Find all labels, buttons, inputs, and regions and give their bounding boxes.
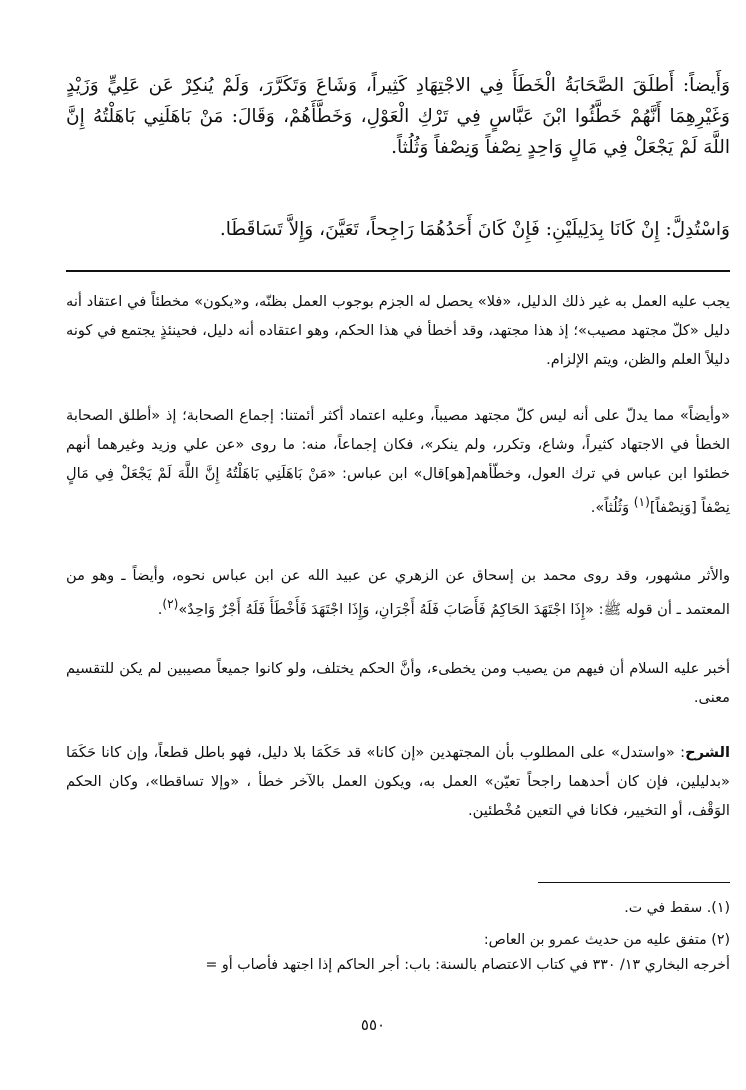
commentary-paragraph [66, 738, 730, 825]
matn-paragraph: وَاسْتُدِلَّ: إِنْ كَانَا بِدَلِيلَيْنِ: فَإِنْ كَانَ أَحَدُهُمَا رَاجِحاً، تَعَيَّنَ، وَإِلاَّ تَسَاقَطَا. [219, 219, 730, 240]
footnote-ref: (٢) [162, 597, 179, 611]
matn-paragraph: وَأَيضاً: أَطلَقَ الصَّحَابَةُ الْخَطَأَ فِي الاجْتِهَادِ كَثِيراً، وَشَاعَ وَتَكَرَّرَ، وَلَمْ يُنكِرْ عَن عَلِيٍّ وَزَيْدٍ وَغَيْرِهِمَا أَنَّهُمْ خَطَّئُوا ابْنَ عَبَّاسٍ فِي تَرْكِ الْعَوْلِ، وَخَطَّأَهُمْ، وَقَالَ: مَنْ بَاهَلَنِي بَاهَلْتُهُ إِنَّ اللَّهَ لَمْ يَجْعَلْ فِي مَالٍ وَاحِدٍ نِصْفاً وَنِصْفاً وَثُلُثاً. [66, 75, 730, 158]
commentary-paragraph: أخبر عليه السلام أن فيهم من يصيب ومن يخطىء، وأنَّ الحكم يختلف، ولو كانوا جميعاً مصيبين لم يكن للتقسيم معنى. [66, 660, 730, 706]
footnote: أخرجه البخاري ١٣/ ٣٣٠ في كتاب الاعتصام بالسنة: باب: أجر الحاكم إذا اجتهد فأصاب أو = [205, 957, 730, 973]
footnote: (٢) متفق عليه من حديث عمرو بن العاص: [483, 932, 730, 948]
commentary-paragraph [66, 401, 730, 522]
page-number: ٥٥٠ [360, 1016, 386, 1034]
footnote: (١). سقط في ت. [624, 900, 730, 916]
commentary-text: والأثر مشهور، وقد روى محمد بن إسحاق عن الزهري عن عبيد الله عن ابن عباس نحوه، وأيضاً ـ وهو من المعتمد ـ أن قوله ﷺ: «إِذَا اجْتَهَدَ الحَاكِمُ فَأَصَابَ فَلَهُ أَجْرَانِ، وَإِذَا اجْتَهَدَ فَأَخْطَأَ فَلَهُ أَجْرٌ وَاحِدٌ» [66, 567, 730, 618]
commentary-text: وَثُلُثاً». [590, 498, 634, 516]
commentary-text: : «واستدل» على المطلوب بأن المجتهدين «إن كانا» قد حَكَمَا بلا دليل، فهو باطل قطعاً، وإن كانا حَكَمَا «بدليلين، فإن كان أحدهما راجحاً تعيّن» العمل به، ويكون العمل بالآخر خطأ ، «وإلا تساقطا»، وكان الحكم الوَقْف، أو التخيير، فكانا في التعين مُخْطئين. [66, 744, 730, 819]
commentary-text: . [157, 600, 163, 618]
commentary-paragraph: يجب عليه العمل به غير ذلك الدليل، «فلا» يحصل له الجزم بوجوب العمل بظنّه، و«يكون» مخطئاً في اعتقاد أنه دليل «كلّ مجتهد مصيب»؛ إذ هذا مجتهد، وقد أخطأ في هذا الحكم، وهو اعتقاده أنه دليل، فحينئذٍ يجتمع في كونه دليلاً العلم والظن، ويتم الإلزام. [66, 293, 730, 368]
footnote-divider [538, 882, 730, 883]
commentary-paragraph [66, 561, 730, 624]
sharh-label: الشرح [685, 744, 730, 761]
matn-divider [66, 270, 730, 272]
footnote-ref: (١) [633, 495, 650, 509]
commentary-text: «وأيضاً» مما يدلّ على أنه ليس كلّ مجتهد مصيباً، وعليه اعتماد أكثر أئمتنا: إجماع الصحابة؛ إذ «أطلق الصحابة الخطأ في الاجتهاد كثيراً، وشاع، وتكرر، ولم ينكر»، فكان إجماعاً، منه: ما روى «عن علي وزيد وغيرهما أنهم خطئوا ابن عباس في ترك العول، وخطّأهم[هو]قال» ابن عباس: «مَنْ بَاهَلَنِي بَاهَلْتُهُ إِنَّ اللَّهَ لَمْ يَجْعَلْ فِي مَالٍ نِصْفاً [وَنِصْفاً] [66, 407, 730, 516]
